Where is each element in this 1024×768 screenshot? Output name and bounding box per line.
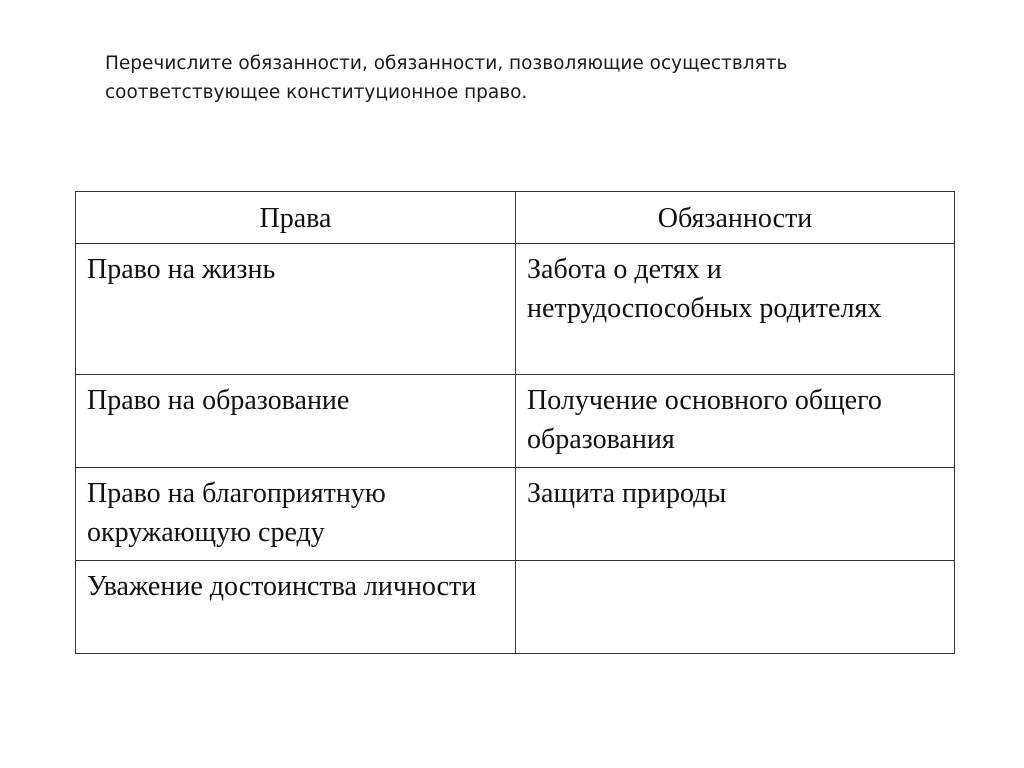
- table-row: [76, 244, 955, 375]
- cell-right: Право на образование: [76, 375, 516, 468]
- cell-duty-empty: [516, 561, 955, 654]
- header-rights: Права: [76, 192, 516, 244]
- cell-duty: Защита природы: [516, 468, 955, 561]
- table-row: [76, 561, 955, 654]
- table-container: [75, 191, 955, 654]
- table-header-row: [76, 192, 955, 244]
- cell-right: Право на благоприятную окружающую среду: [76, 468, 516, 561]
- cell-duty: Получение основного общего образования: [516, 375, 955, 468]
- cell-duty: Забота о детях и нетрудоспособных родителях: [516, 244, 955, 375]
- task-prompt: Перечислите обязанности, обязанности, позволяющие осуществлять соответствующее конституционное право.: [105, 53, 788, 103]
- table-row: [76, 468, 955, 561]
- rights-duties-table: [75, 191, 955, 654]
- cell-right: Уважение достоинства личности: [76, 561, 516, 654]
- header-duties: Обязанности: [516, 192, 955, 244]
- table-row: [76, 375, 955, 468]
- cell-right: Право на жизнь: [76, 244, 516, 375]
